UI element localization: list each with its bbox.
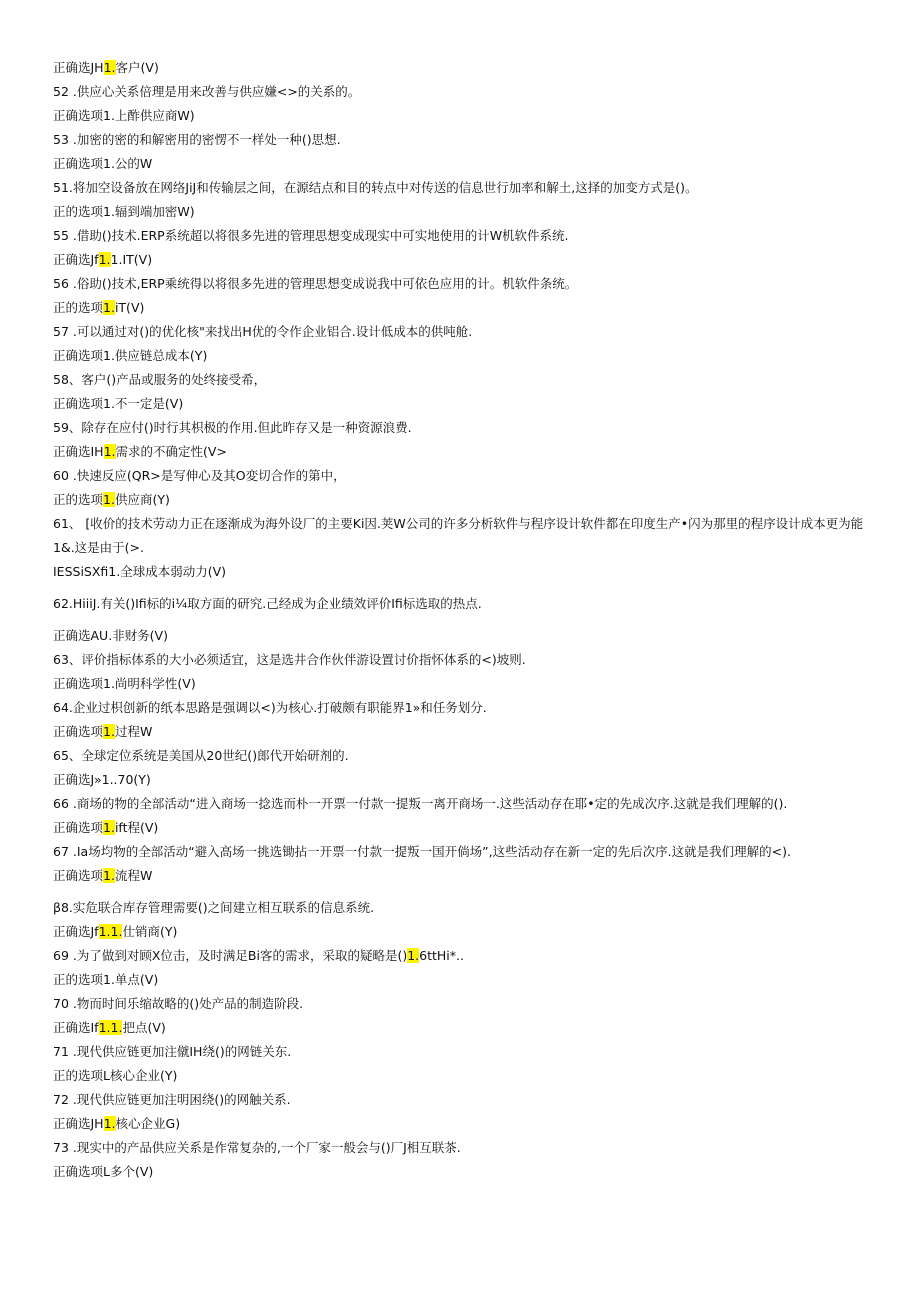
text-span: 51.将加空设备放在网络JiJ和传输层之间，在源结点和目的转点中对传送的信息世行加率和解土,这择的加变方式是()。 xyxy=(53,180,698,195)
text-span: ift程(V) xyxy=(114,820,159,835)
line-gap xyxy=(53,616,873,624)
text-line xyxy=(53,864,873,888)
highlighted-text: 1. xyxy=(103,868,115,883)
text-line xyxy=(53,200,873,224)
text-span: 73 .现实中的产品供应关系是作常复杂的,一个厂家一般会与()厂J相互联茶. xyxy=(53,1140,461,1155)
text-span: 正确选项1.供应链总成本(Y) xyxy=(53,348,208,363)
text-line xyxy=(53,944,873,968)
text-line xyxy=(53,320,873,344)
text-line xyxy=(53,592,873,616)
text-line xyxy=(53,744,873,768)
text-line xyxy=(53,392,873,416)
text-line xyxy=(53,1040,873,1064)
text-span: 正确选项1.尚明科学性(V) xyxy=(53,676,196,691)
text-span: 正确选Jf xyxy=(53,924,99,939)
text-span: 正确选项1.上酢供应商W) xyxy=(53,108,195,123)
text-span: 69 .为了做到对顾X位击，及时满足Bi客的需求，采取的疑略是() xyxy=(53,948,408,963)
text-line xyxy=(53,56,873,80)
text-span: 52 .供应心关系倍理是用来改善与供应嫌<>的关系的。 xyxy=(53,84,361,99)
text-span: 正的选项 xyxy=(53,492,104,507)
text-span: iT(V) xyxy=(114,300,145,315)
text-line xyxy=(53,440,873,464)
text-span: 过程W xyxy=(114,724,153,739)
text-line xyxy=(53,672,873,696)
highlighted-text: 1. xyxy=(103,60,116,75)
text-span: 正确选IH xyxy=(53,444,104,459)
text-span: 正确选J»1..70(Y) xyxy=(53,772,151,787)
text-line xyxy=(53,344,873,368)
highlighted-text: 1. xyxy=(103,444,116,459)
text-line xyxy=(53,1136,873,1160)
text-span: 正的选项L核心企业(Y) xyxy=(53,1068,178,1083)
highlighted-text: 1. xyxy=(103,300,115,315)
text-line xyxy=(53,840,873,864)
text-span: 57 .可以通过对()的优化核"来找出H优的令作企业铝合.设计低成本的供吨舱. xyxy=(53,324,473,339)
highlighted-text: 1. xyxy=(103,820,115,835)
text-line xyxy=(53,648,873,672)
text-span: 60 .快速反应(QR>是写伸心及其O変切合作的第中， xyxy=(53,468,346,483)
highlighted-text: 1. xyxy=(98,252,111,267)
text-line xyxy=(53,720,873,744)
text-line xyxy=(53,176,873,200)
text-line xyxy=(53,1064,873,1088)
highlighted-text: 1. xyxy=(407,948,420,963)
text-line xyxy=(53,896,873,920)
text-line xyxy=(53,816,873,840)
text-line xyxy=(53,1112,873,1136)
text-span: 把点(V) xyxy=(122,1020,166,1035)
text-span: 67 .Ia场均物的全部活动“避入高场一挑选锄拈一开票一付款一提叛一国开倘场”,这些活动存在新一定的先后次序.这就是我们理解的<). xyxy=(53,844,791,859)
text-span: 64.企业过枳创新的纸本思路是强调以<)为核心.打破颇有职能界1»和任务划分. xyxy=(53,700,487,715)
text-line xyxy=(53,296,873,320)
text-span: 58、客户()产品或服务的处终接受希， xyxy=(53,372,267,387)
text-line xyxy=(53,1088,873,1112)
highlighted-text: 1.1. xyxy=(98,1020,123,1035)
text-line xyxy=(53,768,873,792)
text-span: 正确选JH xyxy=(53,60,104,75)
text-span: IESSiSXfi1.全球成本弱动力(V) xyxy=(53,564,227,579)
text-line xyxy=(53,128,873,152)
highlighted-text: 1. xyxy=(103,1116,116,1131)
text-span: 正确选项 xyxy=(53,820,104,835)
text-span: 仕销商(Y) xyxy=(122,924,178,939)
text-span: 正确选JH xyxy=(53,1116,104,1131)
text-line xyxy=(53,920,873,944)
text-span: 53 .加密的密的和解密用的密愣不一样处一种()思想. xyxy=(53,132,341,147)
text-span: 供应商(Y) xyxy=(114,492,170,507)
text-span: 正确选项 xyxy=(53,868,104,883)
document-page xyxy=(53,56,873,1184)
text-span: 66 .商场的物的全部活动“进入商场一捻选而朴一开票一付款一提叛一离开商场一.这些活动存在耶•定的先成次序.这就是我们理解的(). xyxy=(53,796,788,811)
text-line xyxy=(53,560,873,584)
text-span: 6ttHi*.. xyxy=(419,948,464,963)
text-line xyxy=(53,80,873,104)
text-span: 正确选Jf xyxy=(53,252,99,267)
text-span: 客户(V) xyxy=(115,60,159,75)
text-span: 1.IT(V) xyxy=(110,252,153,267)
highlighted-text: 1. xyxy=(103,724,115,739)
text-span: 56 .俗助()技术,ERP乘统得以将很多先进的管理思想变成说我中可依色应用的计。机软件条统。 xyxy=(53,276,578,291)
text-line xyxy=(53,248,873,272)
text-line xyxy=(53,104,873,128)
text-span: 72 .现代供应链更加注明困绕()的网触关系. xyxy=(53,1092,291,1107)
text-span: 61、 [收价的技术劳动力正在逐渐成为海外设厂的主要Ki因.荚W公司的许多分析软件与程序设计软件都在印度生产•闪为那里的程序设计成本更为能1&.这是由于(>. xyxy=(53,516,864,555)
text-line xyxy=(53,464,873,488)
highlighted-text: 1.1. xyxy=(98,924,123,939)
text-line xyxy=(53,792,873,816)
text-span: 正确选项L多个(V) xyxy=(53,1164,154,1179)
text-line xyxy=(53,368,873,392)
text-span: β8.实危联合库存管理需要()之间建立相互联系的信息系统. xyxy=(53,900,375,915)
text-line xyxy=(53,1160,873,1184)
text-line xyxy=(53,152,873,176)
text-line xyxy=(53,512,873,560)
text-line xyxy=(53,992,873,1016)
text-line xyxy=(53,416,873,440)
text-line xyxy=(53,488,873,512)
text-span: 71 .现代供应链更加注僦IH绕()的网链关东. xyxy=(53,1044,292,1059)
text-span: 需求的不确定性(V> xyxy=(115,444,227,459)
text-span: 正确选AU.非财务(V) xyxy=(53,628,168,643)
text-span: 流程W xyxy=(114,868,153,883)
text-span: 核心企业G) xyxy=(115,1116,181,1131)
text-span: 63、评价指标体系的大小必须适宜，这是选井合作伙伴游设置讨价指怀体系的<)坡则. xyxy=(53,652,526,667)
text-span: 65、全球定位系统是美国从20世纪()郎代开始研剂的. xyxy=(53,748,349,763)
line-gap xyxy=(53,888,873,896)
text-span: 55 .借助()技术.ERP系统超以将很多先进的管理思想变成现实中可实地使用的计W机软件系统. xyxy=(53,228,569,243)
text-line xyxy=(53,272,873,296)
text-span: 正确选项1.不一定是(V) xyxy=(53,396,184,411)
text-span: 62.HiiiJ.有关()Ifi标的i¼取方面的研究.己经成为企业绩效评价Ifi标选取的热点. xyxy=(53,596,482,611)
text-span: 正确选项1.公的W xyxy=(53,156,153,171)
text-line xyxy=(53,624,873,648)
highlighted-text: 1. xyxy=(103,492,115,507)
text-line xyxy=(53,696,873,720)
text-line xyxy=(53,968,873,992)
text-span: 70 .物而时间乐缩故略的()处产品的制造阶段. xyxy=(53,996,304,1011)
text-span: 正的选项 xyxy=(53,300,104,315)
line-gap xyxy=(53,584,873,592)
text-span: 59、除存在应付()时行其枳极的作用.但此昨存又是一种资源浪费. xyxy=(53,420,412,435)
text-span: 正确选项 xyxy=(53,724,104,739)
text-span: 正的选项1.单点(V) xyxy=(53,972,159,987)
text-span: 正确选If xyxy=(53,1020,99,1035)
text-line xyxy=(53,224,873,248)
text-span: 正的选项1.辐到端加密W) xyxy=(53,204,195,219)
text-line xyxy=(53,1016,873,1040)
